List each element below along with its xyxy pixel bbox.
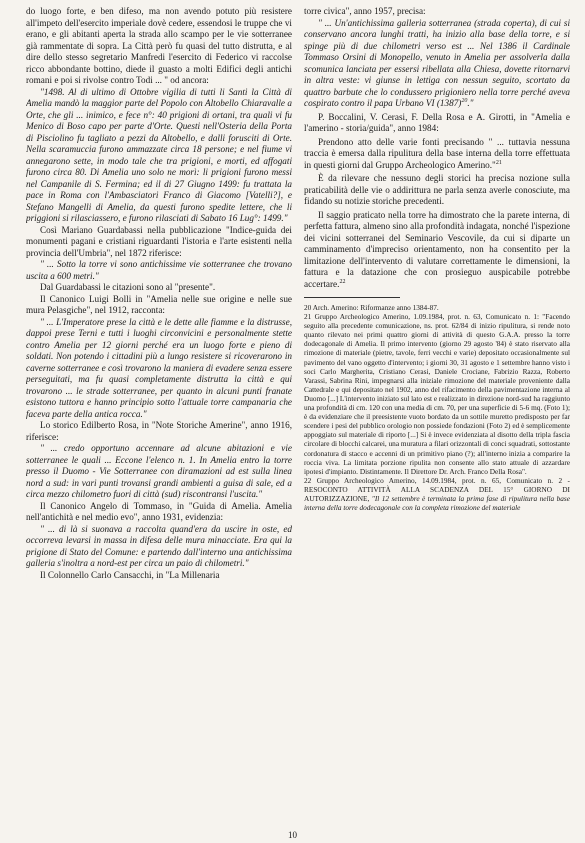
footnote-22-head: 22 Gruppo Archeologico Amerino, 14.09.1984, prot. n. 65, Comunicato n. 2 - RESOCONTO ATTIVITÀ ALLA SCADENZA DEL 15° GIORNO DI AUTORIZZAZIONE,	[304, 475, 570, 503]
paragraph	[304, 210, 570, 291]
paragraph: Il Canonico Luigi Bolli in "Amelia nelle sue origine e nelle sue mura Pelasgiche", nel 1912, racconta:	[26, 293, 292, 315]
quotation: "1498. Al di ultimo di Ottobre vigilia di tutti li Santi la Città di Amelia mandò la maggior parte del Popolo con Altobello Chiaravalle a Orte, che gli ... inimico, e fece n°: 40 prigioni di ortani, tra quali vi fu Menico di Boso capo per parte d'Orte. Questi nell'Osteria della Porta di Pisciolino fu tagliato a pezzi da Altobello, e dalli forusciti di Orte. Nella scaramuccia furono ammazzate circa 18 persone; e nel fiume vi annegarono sette, in modo tale che tra prigioni, e morti, ed affogati furono circa 80. Di Amelia uno solo ne morì: li prigioni furono messi nel Campanile di S. Fermina; ed il di 27 Giugno 1499: fu trattata la pace in Roma con l'Ambasciatori Franco di Giacomo [Vatelli?], e Stefano Mangelli di Amelia, da questi furono spedite lettere, che li priggioni si rilasciassero, e furono rilasciati di Sabato 16 Lug°: 1499."	[26, 86, 292, 223]
footnote-ref: 21	[495, 159, 502, 166]
paragraph: Il Colonnello Carlo Cansacchi, in "La Millenaria	[40, 569, 220, 580]
paragraph-text: Il saggio praticato nella torre ha dimostrato che la parete interna, di perfetta fattura, almeno sino alla profondità indagata, nonché l'ispezione dei vicini sotterranei del Seminario Vescovile, da cui si diparte un camminamento d'impreciso orientamento, non ha consentito per la limitazione dell'intervento di valutare correttamente le dimensioni, la fattura e la datazione che con prosieguo auspicabile potrebbe accertare.	[304, 209, 570, 289]
paragraph: P. Boccalini, V. Cerasi, F. Della Rosa e A. Girotti, in "Amelia e l'amerino - storia/guida", anno 1984:	[304, 111, 570, 133]
quotation: " ... Sotto la torre vi sono antichissime vie sotterranee che trovano uscita a 600 metri."	[26, 259, 292, 281]
quotation-text: " ... Un'antichissima galleria sotterranea (strada coperta), di cui si conservano ancora lunghi tratti, ha inizio alla base della torre, e si spinge più di due chilometri verso est ... Nel 1386 il Cardinale Tommaso Orsini di Monopello, venuto in Amelia per assolverla dalla scomunica lanciata per essersi ribellata alla Chiesa, dovette ritornarvi in altra veste: vi giunse in lettiga con nessun seguito, scortato da quattro barbute che lo condussero prigioniero nella torre perché aveva cospirato contro il papa Urbano VI (1387)	[304, 17, 570, 108]
paragraph	[304, 137, 570, 172]
footnote-21: 21 Gruppo Archeologico Amerino, 1.09.1984, prot. n. 63, Comunicato n. 1: "Facendo seguito alla precedente comunicazione, ns. prot. 62/84 di inizio ripulitura, si rende noto quanto rilevato nei primi quattro giorni di attività di questo G.A.A. presso la torre dodecagonale di Amelia. Il primo intervento (giorno 29 agosto '84) è stato riservato alla rimozione di materiale (pietre, tavole, ferri vecchi e varie) depositato occasionalmente sul pavimento del vano oggetto d'intervento; i giorni 30, 31 agosto e 1 settembre hanno visto i soci Carlo Margherita, Cristiano Cerasi, Daniele Crociane, Fabrizio Razza, Roberto Varassi, Sabrina Rini, impegnarsi alla iniziale rimozione del materiale proveniente dalla Cattedrale e qui depositato nel 1902, anno del rifacimento della pavimentazione interna al Duomo [...] L'intervento iniziato sul lato est e realizzato in direzione nord-sud ha raggiunto una profondità di cm. 120 con una media di cm. 70, per una superficie di 5-6 mq. (Foto 1); è da evidenziare che il preesistente vuoto bordato da un sottile muretto predisposto per far scendere i pesi del pubblico orologio non possiede fondazioni (Foto 2) ed è semplicemente appoggiato sul materiale di riporto [...] Si è invece evidenziata al disotto della tripla fascia circolare di blocchi calcarei, una muratura a filari orizzontali di conci squadrati, sottostante cordonatura di stacco e accenni di un primitivo piano (?); all'interno inizia a comparire la roccia viva. La limitata porzione ripulita non consente allo stato attuale di azzardare ipotesi d'impianto. Distintamente. Il Direttore Dr. Arch. Franco Della Rosa".	[304, 312, 570, 476]
footnote-22	[304, 476, 570, 512]
footnotes	[304, 303, 570, 512]
quotation-end: ."	[467, 98, 474, 108]
quotation: " ... di là si suonava a raccolta quand'era da uscire in oste, ed occorreva levarsi in massa in difesa delle mura minacciate. Era qui la prigione di Stato del Comune: e partendo dall'interno una antichissima galleria s'inoltra a nord-est per circa un paio di chilometri."	[26, 523, 292, 568]
quotation	[304, 18, 570, 110]
quotation: " ... L'Imperatore prese la città e le dette alle fiamme e la distrusse, dappoi prese Terni e tutti i luoghi circonvicini e personalmente stette contro Amelia per 12 giorni perché era un luogo forte e pieno di soldati. Non potendo i cittadini più a lungo resistere si ricoverarono in caverne sotterranee e così trovarono la maniera di evadere senza essere perseguitati, ma fu quasi completamente distrutta la città e qui trovarono ... le strade sotterranee, per quanto in alcuni punti franate esistono tuttora e hanno principio sotto l'attuale torre campanaria che faceva parte della antica rocca."	[26, 316, 292, 419]
footnote-ref: 22	[339, 278, 346, 285]
page-number: 10	[288, 830, 297, 840]
paragraph: Così Mariano Guardabassi nella pubblicazione "Indice-guida dei monumenti pagani e cristiani riguardanti l'istoria e l'arte esistenti nella provincia dell'Umbria", nel 1872 riferisce:	[26, 224, 292, 258]
paragraph-text: Prendono atto delle varie fonti precisando " ... tuttavia nessuna traccia è emersa dalla ripulitura della base interna della torre effettuata in questi giorni dal Gruppo Archeologico Amerino."	[304, 136, 570, 170]
footnote-ref: 20	[461, 97, 468, 104]
footnote-20: 20 Arch. Amerino: Riformanze anno 1384-87.	[304, 303, 439, 312]
paragraph: Il Canonico Angelo di Tommaso, in "Guida di Amelia. Amelia nell'antichità e nel medio evo", anno 1931, evidenzia:	[26, 500, 292, 522]
paragraph: Lo storico Edilberto Rosa, in "Note Storiche Amerine", anno 1916, riferisce:	[26, 420, 292, 442]
paragraph: do luogo forte, e ben difeso, ma non avendo potuto più resistere all'impeto dell'esercito imperiale dovè cedere, essendosi le truppe che vi erano, e gli abitanti aperta la strada allo scampo per le vie sotterranee già rammentate di sopra. La Città però fu quasi del tutto distrutta, e al dire dello stesso segretario Manfredi l'esercito di Federico vi raccolse ricco abbondante bottino, diede il guasto a molti Edifici degli antichi romani e poi si rivolse contro Todi ... " od ancora:	[26, 6, 292, 85]
paragraph: Dal Guardabassi le citazioni sono al "presente".	[40, 282, 216, 292]
footnote-22-quote: "Il 12 settembre è terminata la prima fase di ripulitura nella base interna della torre dodecagonale con la completa rimozione del materiale	[304, 493, 570, 513]
quotation: " ... credo opportuno accennare ad alcune abitazioni e vie sotterranee le quali ... Eccone l'elenco n. 1. In Amelia entro la torre presso il Duomo - Vie Sotterranee con diramazioni ad est sulla linea nord a sud: in vari punti trovansi grandi ambienti a guisa di sale, ed a circa mezzo chilometro fuori di città (sud) riscontransi l'uscita."	[26, 443, 292, 499]
right-column	[304, 6, 570, 831]
left-column	[26, 6, 292, 831]
paragraph: torre civica", anno 1957, precisa:	[304, 6, 426, 16]
footnote-divider	[304, 297, 400, 298]
paragraph: È da rilevare che nessuno degli storici ha precisa nozione sulla praticabilità delle vie o addirittura ne parla senza averle conosciute, ma fidando su notizie storiche precedenti.	[304, 173, 570, 206]
